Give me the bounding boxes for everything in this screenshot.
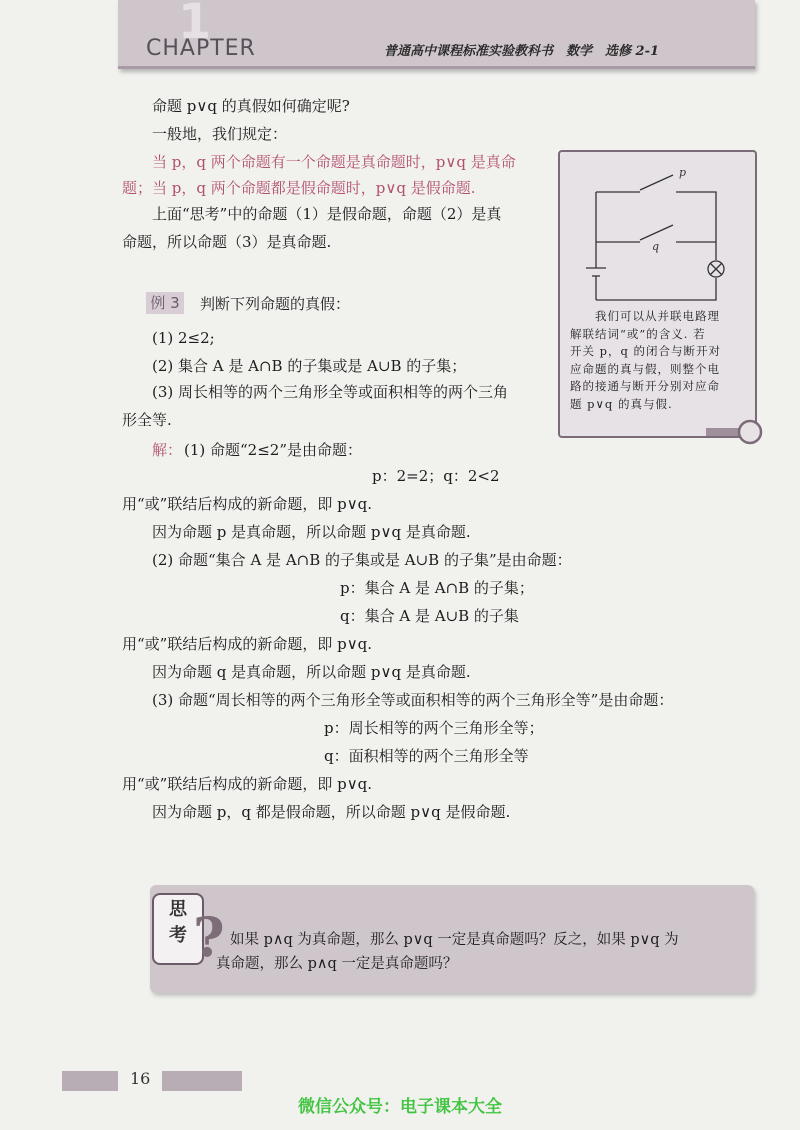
example-tag: 例 3 xyxy=(146,292,184,314)
text-line: 一般地，我们规定： xyxy=(152,125,288,143)
page-bar-left xyxy=(62,1071,118,1091)
page-bar-right xyxy=(162,1071,242,1091)
solution-label: 解： xyxy=(152,441,183,459)
chapter-label: CHAPTER xyxy=(146,36,256,61)
rule-line: 当 p，q 两个命题有一个命题是真命题时，p∨q 是真命 xyxy=(152,153,516,171)
solution-line: 用“或”联结后构成的新命题，即 p∨q. xyxy=(122,775,373,793)
switch-q-label: q xyxy=(652,240,660,253)
parallel-circuit-diagram xyxy=(558,150,757,310)
think-icon: 思 考 xyxy=(152,893,204,965)
page-number: 16 xyxy=(130,1069,151,1088)
example-item: (3) 周长相等的两个三角形全等或面积相等的两个三角 xyxy=(152,383,509,401)
solution-line: (1) 命题“2≤2”是由命题： xyxy=(184,441,363,459)
text-line: 上面“思考”中的命题（1）是假命题，命题（2）是真 xyxy=(152,205,502,223)
question-mark-icon: ? xyxy=(193,905,225,969)
footer-watermark: 微信公众号：电子课本大全 xyxy=(298,1097,502,1117)
solution-line: 用“或”联结后构成的新命题，即 p∨q. xyxy=(122,635,373,653)
solution-line: 因为命题 q 是真命题，所以命题 p∨q 是真命题. xyxy=(152,663,471,681)
formula-line: q：面积相等的两个三角形全等 xyxy=(324,747,529,765)
formula-line: p：2=2；q：2<2 xyxy=(372,467,500,485)
formula-line: p：周长相等的两个三角形全等； xyxy=(324,719,544,737)
text-line: 命题 p∨q 的真假如何确定呢? xyxy=(152,97,350,115)
key-icon xyxy=(706,418,764,452)
solution-line: 用“或”联结后构成的新命题，即 p∨q. xyxy=(122,495,373,513)
example-title: 判断下列命题的真假： xyxy=(200,295,351,313)
sidebar-caption: 我们可以从并联电路理 解联结词“或”的含义. 若 开关 p，q 的闭合与断开对 应命题的真与假，则整个电 路的接通与断开分别对应命 题 p∨q 的真与假. xyxy=(570,309,722,411)
solution-line: (3) 命题“周长相等的两个三角形全等或面积相等的两个三角形全等”是由命题： xyxy=(152,691,674,709)
think-question: 如果 p∧q 为真命题，那么 p∨q 一定是真命题吗？反之，如果 p∨q 为 真命题，那么 p∧q 一定是真命题吗？ xyxy=(216,932,679,972)
solution-line: (2) 命题“集合 A 是 A∩B 的子集或是 A∪B 的子集”是由命题： xyxy=(152,551,572,569)
rule-line: 题；当 p，q 两个命题都是假命题时，p∨q 是假命题. xyxy=(122,179,476,197)
example-item: (2) 集合 A 是 A∩B 的子集或是 A∪B 的子集； xyxy=(152,357,467,375)
book-title: 普通高中课程标准实验教科书 数学 选修 2-1 xyxy=(384,44,660,59)
text-line: 命题，所以命题（3）是真命题. xyxy=(122,233,332,251)
chapter-number: 1 xyxy=(178,0,212,50)
switch-p-label: p xyxy=(679,166,687,179)
solution-line: 因为命题 p，q 都是假命题，所以命题 p∨q 是假命题. xyxy=(152,803,511,821)
solution-line: 因为命题 p 是真命题，所以命题 p∨q 是真命题. xyxy=(152,523,471,541)
example-item: (1) 2≤2; xyxy=(152,329,215,347)
formula-line: p：集合 A 是 A∩B 的子集； xyxy=(340,579,534,597)
example-item: 形全等. xyxy=(122,411,172,429)
formula-line: q：集合 A 是 A∪B 的子集 xyxy=(340,607,519,625)
